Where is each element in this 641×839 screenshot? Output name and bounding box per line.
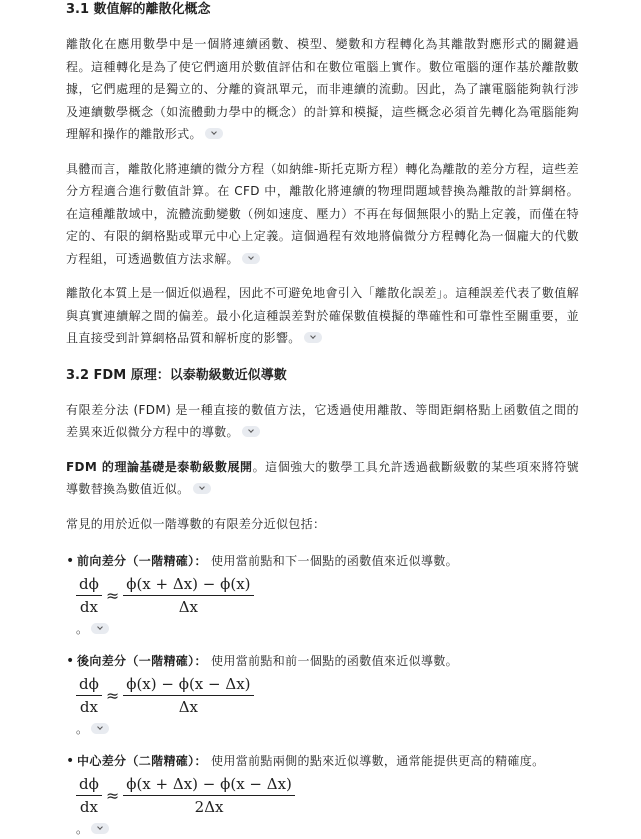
chevron-down-icon[interactable]	[304, 332, 322, 343]
paragraph	[66, 399, 579, 444]
chevron-down-icon[interactable]	[91, 823, 109, 834]
list-item	[66, 751, 579, 839]
fraction-numerator: dϕ	[76, 775, 102, 796]
approx-symbol: ≈	[105, 785, 120, 805]
approx-symbol: ≈	[105, 685, 120, 705]
bullet-icon: •	[66, 753, 75, 769]
formula-tail	[76, 819, 579, 839]
difference-list	[66, 551, 579, 839]
chevron-down-icon[interactable]	[242, 426, 260, 437]
paragraph	[66, 282, 579, 350]
approx-symbol: ≈	[105, 585, 120, 605]
paragraph-text: 有限差分法 (FDM) 是一種直接的數值方法，它透過使用離散、等間距網格點上函數值之間的差異來近似微分方程中的導數。	[66, 402, 579, 439]
tail-text: 。	[76, 622, 89, 636]
paragraph-text: 離散化本質上是一個近似過程，因此不可避免地會引入「離散化誤差」。這種誤差代表了數值解與真實連續解之間的偏差。最小化這種誤差對於確保數值模擬的準確性和可靠性至關重要，並且直接受到計算網格品質和解析度的影響。	[66, 286, 579, 345]
tail-text: 。	[76, 722, 89, 736]
fraction-lhs	[76, 775, 102, 816]
fraction-rhs	[123, 675, 253, 716]
fraction-denominator: dx	[79, 597, 98, 616]
formula-tail	[76, 719, 579, 739]
paragraph-text: 。這個強大的數學工具允許透過截斷級數的某些項來將符號導數替換為數值近似。	[66, 459, 579, 496]
section-heading-3-1: 3.1 數值解的離散化概念	[66, 2, 211, 17]
fraction-rhs	[123, 775, 295, 816]
formula	[76, 773, 579, 817]
list-item	[66, 551, 579, 639]
paragraph-text: 具體而言，離散化將連續的微分方程（如納維-斯托克斯方程）轉化為離散的差分方程，這些差分方程適合進行數值計算。在 CFD 中，離散化將連續的物理問題域替換為離散的計算網格。在這種離散域中，流體流動變數（例如速度、壓力）不再在每個無限小的點上定義，而僅在特定的、有限的網格點或單元中心上定義。這個過程有效地將偏微分方程轉化為一個龐大的代數方程組，可透過數值方法求解。	[66, 161, 579, 266]
list-item-line	[66, 751, 579, 771]
formula	[76, 673, 579, 717]
paragraph	[66, 513, 579, 536]
fraction-denominator: Δx	[178, 697, 199, 716]
fraction-numerator: dϕ	[76, 675, 102, 696]
bullet-icon: •	[66, 653, 75, 669]
paragraph-text: 常見的用於近似一階導數的有限差分近似包括：	[66, 516, 326, 531]
chevron-down-icon[interactable]	[91, 623, 109, 634]
paragraph-bold-text: FDM 的理論基礎是泰勒級數展開	[66, 459, 253, 474]
chevron-down-icon[interactable]	[242, 253, 260, 264]
fraction-denominator: dx	[79, 697, 98, 716]
fraction-numerator: ϕ(x + Δx) − ϕ(x − Δx)	[123, 775, 295, 796]
list-item-label: 中心差分（二階精確）：	[77, 754, 207, 768]
paragraph	[66, 158, 579, 271]
bullet-icon: •	[66, 553, 75, 569]
tail-text: 。	[76, 822, 89, 836]
formula	[76, 573, 579, 617]
list-item-desc: 使用當前點和前一個點的函數值來近似導數。	[206, 654, 459, 668]
fraction-denominator: Δx	[178, 597, 199, 616]
fraction-denominator: 2Δx	[194, 797, 224, 816]
fraction-numerator: ϕ(x + Δx) − ϕ(x)	[123, 575, 253, 596]
list-item-line	[66, 551, 579, 571]
section-heading-3-2: 3.2 FDM 原理：以泰勒級數近似導數	[66, 367, 287, 383]
fraction-denominator: dx	[79, 797, 98, 816]
fraction-lhs	[76, 675, 102, 716]
paragraph	[66, 33, 579, 146]
list-item	[66, 651, 579, 739]
list-item-desc: 使用當前點和下一個點的函數值來近似導數。	[206, 554, 459, 568]
list-item-label: 後向差分（一階精確）：	[77, 654, 207, 668]
chevron-down-icon[interactable]	[91, 723, 109, 734]
fraction-numerator: ϕ(x) − ϕ(x − Δx)	[123, 675, 253, 696]
fraction-numerator: dϕ	[76, 575, 102, 596]
list-item-label: 前向差分（一階精確）：	[77, 554, 207, 568]
fraction-rhs	[123, 575, 253, 616]
paragraph-text: 離散化在應用數學中是一個將連續函數、模型、變數和方程轉化為其離散對應形式的關鍵過程。這種轉化是為了使它們適用於數值評估和在數位電腦上實作。數位電腦的運作基於離散數據，它們處理的是獨立的、分離的資訊單元，而非連續的流動。因此，為了讓電腦能夠執行涉及連續數學概念（如流體動力學中的概念）的計算和模擬，這些概念必須首先轉化為電腦能夠理解和操作的離散形式。	[66, 37, 579, 141]
chevron-down-icon[interactable]	[193, 483, 211, 494]
chevron-down-icon[interactable]	[205, 128, 223, 139]
paragraph	[66, 456, 579, 501]
fraction-lhs	[76, 575, 102, 616]
list-item-desc: 使用當前點兩側的點來近似導數，通常能提供更高的精確度。	[206, 754, 545, 768]
formula-tail	[76, 619, 579, 639]
list-item-line	[66, 651, 579, 671]
